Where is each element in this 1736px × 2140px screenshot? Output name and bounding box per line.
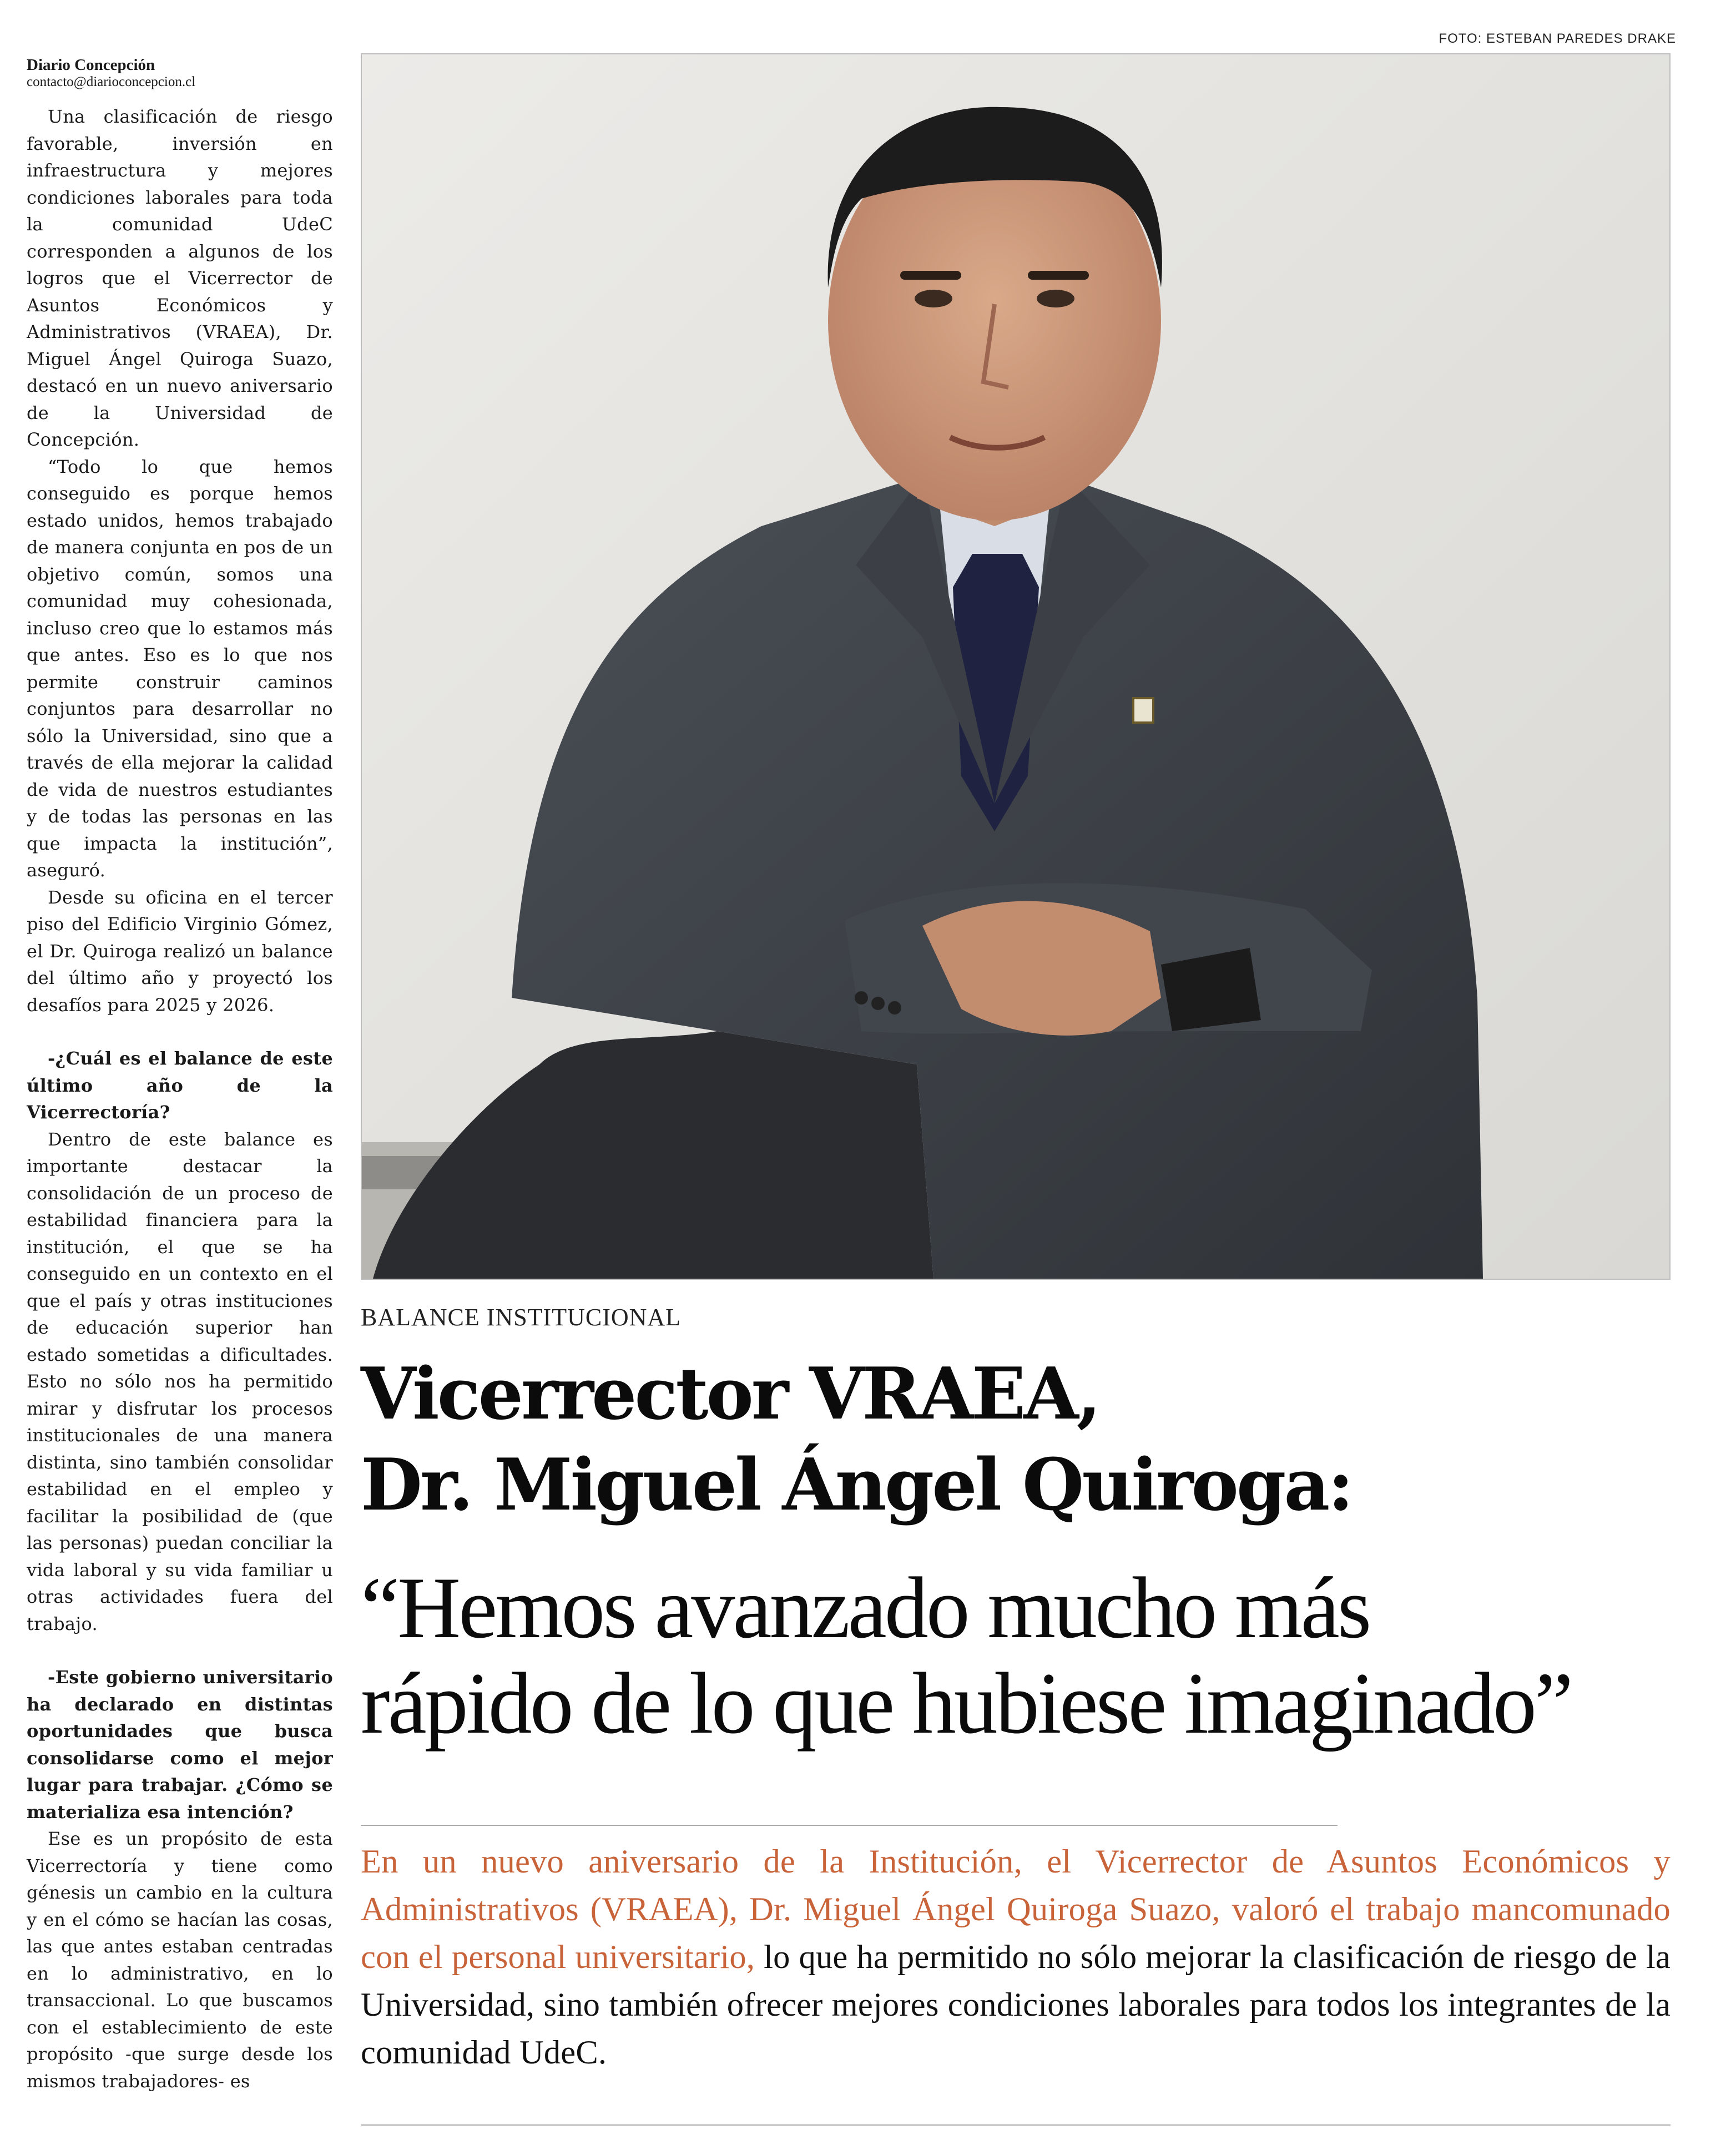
lead-rest: lo que ha permitido no sólo mejorar la clasificación de riesgo de la Universidad, sino también ofrecer mejores condiciones laborales para todos los integrantes de la comunidad UdeC.: [361, 1939, 1671, 2071]
headline-quote: [361, 1561, 1682, 1752]
portrait-illustration: [362, 54, 1669, 1279]
portrait-photo: [361, 53, 1671, 1280]
body-paragraph-4: Dentro de este balance es importante destacar la consolidación de un proceso de estabilidad financiera para la institución, el que se ha conseguido en un contexto en el que el país y otras instituciones de educación superior han estado sometidas a dificultades. Esto no sólo nos ha permitido mirar y disfrutar los procesos institucionales de una manera distinta, sino también consolidar estabilidad en el empleo y facilitar la posibilidad de (que las personas) puedan conciliar la vida laboral y su vida familiar u otras actividades fuera del trabajo.: [27, 1128, 333, 1634]
interview-question-1: -¿Cuál es el balance de este último año de la Vicerrectoría?: [27, 1048, 333, 1123]
body-column: [27, 55, 333, 2094]
interview-question-2: -Este gobierno universitario ha declarado en distintas oportunidades que busca consolidarse como el mejor lugar para trabajar. ¿Cómo se materializa esa intención?: [27, 1667, 333, 1823]
photo-credit: FOTO: ESTEBAN PAREDES DRAKE: [1439, 31, 1676, 46]
headline: [361, 1349, 1682, 1531]
divider-bottom: [361, 2124, 1671, 2126]
body-paragraph-3: Desde su oficina en el tercer piso del Edificio Virginio Gómez, el Dr. Quiroga realizó un balance del último año y proyectó los desafíos para 2025 y 2026.: [27, 886, 333, 1016]
body-paragraph-1: Una clasificación de riesgo favorable, inversión en infraestructura y mejores condiciones laborales para toda la comunidad UdeC corresponden a algunos de los logros que el Vicerrector de Asuntos Económicos y Administrativos (VRAEA), Dr. Miguel Ángel Quiroga Suazo, destacó en un nuevo aniversario de la Universidad de Concepción.: [27, 106, 333, 450]
section-kicker: BALANCE INSTITUCIONAL: [361, 1304, 682, 1331]
outlet-name: Diario Concepción: [27, 56, 155, 74]
quote-line-1: “Hemos avanzado mucho más: [361, 1559, 1370, 1657]
quote-line-2: rápido de lo que hubiese imaginado”: [361, 1655, 1572, 1752]
lead-paragraph: [361, 1838, 1671, 2077]
lead-accent: En un nuevo aniversario de la Institución, el Vicerrector de Asuntos Económicos y Administrativos (VRAEA), Dr. Miguel Ángel Quiroga Suazo, valoró el trabajo mancomunado con el personal universitario,: [361, 1843, 1671, 1976]
outlet-email: contacto@diarioconcepcion.cl: [27, 74, 196, 89]
body-paragraph-2: “Todo lo que hemos conseguido es porque hemos estado unidos, hemos trabajado de manera conjunta en pos de un objetivo común, somos una comunidad muy cohesionada, incluso creo que lo estamos más que antes. Eso es lo que nos permite construir caminos conjuntos para desarrollar no sólo la Universidad, sino que a través de ella mejorar la calidad de vida de nuestros estudiantes y de todas las personas en las que impacta la institución”, aseguró.: [27, 456, 333, 881]
divider-top: [361, 1825, 1338, 1826]
headline-line-1: Vicerrector VRAEA,: [361, 1352, 1099, 1436]
body-paragraph-5: Ese es un propósito de esta Vicerrectoría y tiene como génesis un cambio en la cultura y en el cómo se hacían las cosas, las que antes estaban centradas en lo administrativo, en lo transaccional. Lo que buscamos con el establecimiento de este propósito -que surge desde los mismos trabajadores- es: [27, 1828, 333, 2092]
headline-line-2: Dr. Miguel Ángel Quiroga:: [361, 1444, 1352, 1527]
